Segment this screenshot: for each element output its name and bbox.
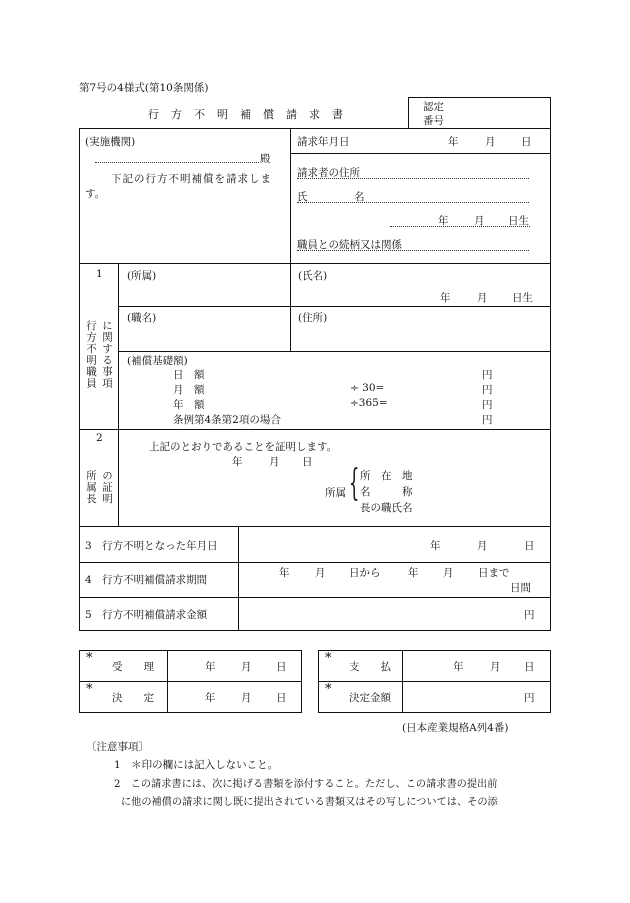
asterisk-mark: * <box>86 651 93 666</box>
address-label: 請求者の住所 <box>297 167 360 179</box>
border <box>318 681 551 682</box>
border <box>290 263 291 351</box>
border <box>290 153 551 154</box>
birth-day-label: 日生 <box>508 215 529 227</box>
until-label: 日まで <box>478 567 510 579</box>
received-label: 受 理 <box>112 661 154 673</box>
border <box>550 128 551 631</box>
section-side-label: 行方不明職員 <box>85 320 97 389</box>
month-label: 月 <box>241 692 252 704</box>
missing-date-label: 3 行方不明となった年月日 <box>85 540 218 552</box>
border <box>79 526 551 527</box>
relation-line <box>297 250 529 251</box>
yearly-divisor: ÷365= <box>350 397 388 409</box>
year-label: 年 <box>430 540 441 552</box>
month-label: 月 <box>241 661 252 673</box>
border <box>550 650 551 713</box>
border <box>79 650 80 713</box>
yen-label: 円 <box>524 609 535 621</box>
month-label: 月 <box>477 292 488 304</box>
day-label: 日 <box>524 661 535 673</box>
border <box>79 650 302 651</box>
border <box>79 712 302 713</box>
border <box>238 526 239 631</box>
section-number: 2 <box>96 432 103 444</box>
base-amount-label: (補償基礎額) <box>127 355 188 367</box>
article-label: 条例第4条第2項の場合 <box>173 414 281 426</box>
relation-label: 職員との続柄又は関係 <box>297 239 402 251</box>
birth-line <box>390 226 530 227</box>
day-label: 日 <box>521 136 532 148</box>
yen-label: 円 <box>482 399 493 411</box>
border <box>118 263 119 526</box>
year-label: 年 <box>448 136 459 148</box>
section-side-label: 所属長 <box>85 470 97 505</box>
asterisk-mark: * <box>325 651 332 666</box>
section-number: 1 <box>96 268 103 280</box>
cert-label: 認定 <box>423 101 444 113</box>
dono: 殿 <box>260 153 271 165</box>
form-title: 行方不明補償請求書 <box>148 108 355 121</box>
notes-title: 〔注意事項〕 <box>86 741 149 753</box>
border <box>301 650 302 713</box>
note-item: 1 ＊印の欄には記入しないこと。 <box>114 759 279 771</box>
border <box>79 128 80 631</box>
border <box>79 597 551 598</box>
yearly-label: 年 額 <box>173 399 205 411</box>
claim-period-label: 4 行方不明補償請求期間 <box>85 574 208 586</box>
border <box>318 712 551 713</box>
year-label: 年 <box>440 292 451 304</box>
day-label: 日 <box>276 692 287 704</box>
birth-day-label: 日生 <box>512 292 533 304</box>
month-label: 月 <box>490 661 501 673</box>
day-label: 日 <box>524 540 535 552</box>
paid-label: 支 払 <box>349 661 391 673</box>
agency-label: (実施機関) <box>85 136 136 148</box>
border <box>79 263 551 264</box>
decided-amount-label: 決定金額 <box>349 692 391 704</box>
section-side-label: の証明 <box>101 470 113 505</box>
month-label: 月 <box>443 567 454 579</box>
border <box>290 128 291 263</box>
section-side-label: に関する事項 <box>101 320 113 389</box>
agency-line <box>95 162 259 163</box>
brace-icon: { <box>349 463 360 504</box>
jis-note: (日本産業規格A列4番) <box>402 722 509 734</box>
birth-year-label: 年 <box>438 215 449 227</box>
border <box>79 429 551 430</box>
yen-label: 円 <box>524 692 535 704</box>
border <box>79 128 551 129</box>
asterisk-mark: * <box>325 682 332 697</box>
day-label: 日 <box>302 456 313 468</box>
location-label: 所 在 地 <box>360 470 413 482</box>
year-label: 年 <box>279 567 290 579</box>
year-label: 年 <box>232 456 243 468</box>
month-label: 月 <box>477 540 488 552</box>
name-line <box>297 202 529 203</box>
head-name-label: 長の職氏名 <box>360 502 413 514</box>
border <box>79 562 551 563</box>
monthly-label: 月 額 <box>173 384 205 396</box>
year-label: 年 <box>205 692 216 704</box>
asterisk-mark: * <box>86 682 93 697</box>
org-name-label: 名 称 <box>360 486 413 498</box>
request-date-label: 請求年月日 <box>297 136 350 148</box>
day-label: 日 <box>276 661 287 673</box>
border <box>550 97 551 128</box>
border <box>408 97 551 98</box>
name-label: 名 <box>354 191 365 203</box>
yen-label: 円 <box>482 384 493 396</box>
note-item: に他の補償の請求に関し既に提出されている書類又はその写しについては、その添 <box>121 797 498 808</box>
name-label: 氏 <box>297 191 308 203</box>
yen-label: 円 <box>482 369 493 381</box>
cert-label: 番号 <box>423 115 444 127</box>
from-label: 日から <box>349 567 381 579</box>
affiliation-text: 所属 <box>325 487 346 499</box>
note-item: 2 この請求書には、次に掲げる書類を添付すること。ただし、この請求書の提出前 <box>114 779 498 790</box>
year-label: 年 <box>453 661 464 673</box>
yen-label: 円 <box>482 414 493 426</box>
monthly-divisor: ÷ 30= <box>350 382 385 394</box>
request-text: 下記の行方不明補償を請求しま <box>111 173 272 185</box>
form-number: 第7号の4様式(第10条関係) <box>79 82 209 94</box>
month-label: 月 <box>485 136 496 148</box>
border <box>318 650 551 651</box>
birth-month-label: 月 <box>474 215 485 227</box>
border <box>167 650 168 713</box>
month-label: 月 <box>315 567 326 579</box>
employee-address-label: (住所) <box>298 312 328 324</box>
border <box>79 630 551 631</box>
request-text: す。 <box>85 188 106 200</box>
address-line <box>297 178 529 179</box>
decided-label: 決 定 <box>112 692 154 704</box>
certification-text: 上記のとおりであることを証明します。 <box>149 441 338 453</box>
border <box>79 681 302 682</box>
border <box>408 97 409 128</box>
year-label: 年 <box>408 567 419 579</box>
days-label: 日間 <box>510 582 531 594</box>
border <box>118 351 551 352</box>
claim-amount-label: 5 行方不明補償請求金額 <box>85 609 208 621</box>
border <box>118 306 551 307</box>
border <box>318 650 319 713</box>
position-label: (職名) <box>127 312 157 324</box>
employee-name-label: (氏名) <box>298 270 328 282</box>
daily-label: 日 額 <box>173 369 205 381</box>
affiliation-label: (所属) <box>127 270 157 282</box>
border <box>402 650 403 713</box>
year-label: 年 <box>205 661 216 673</box>
month-label: 月 <box>269 456 280 468</box>
